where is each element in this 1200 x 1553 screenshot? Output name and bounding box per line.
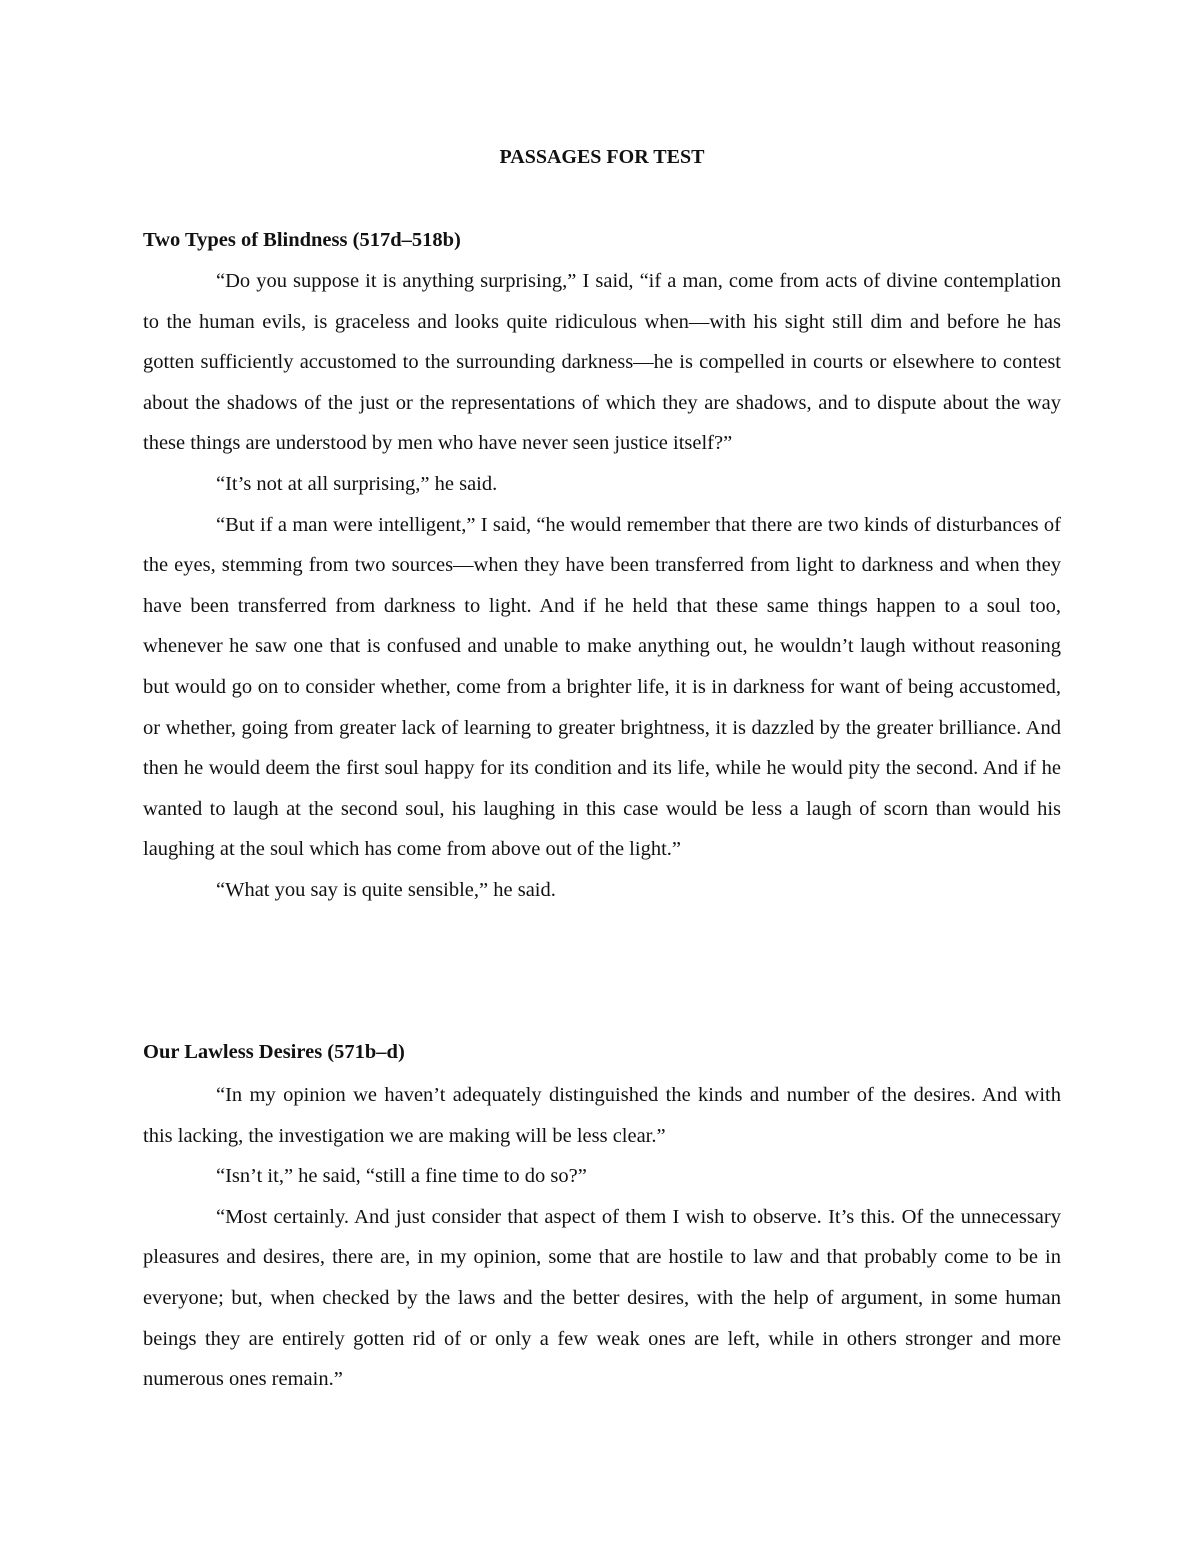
paragraph: “But if a man were intelligent,” I said, “he would remember that there are two kinds of disturbances of the eyes, stemming from two sources—when they have been transferred from light to darkness and when they have been transferred from darkness to light. And if he held that these same things happen to a soul too, whenever he saw one that is confused and unable to make anything out, he wouldn’t laugh without reasoning but would go on to consider whether, come from a brighter life, it is in darkness for want of being accustomed, or whether, going from greater lack of learning to greater brightness, it is dazzled by the greater brilliance. And then he would deem the first soul happy for its condition and its life, while he would pity the second. And if he wanted to laugh at the second soul, his laughing in this case would be less a laugh of scorn than would his laughing at the soul which has come from above out of the light.” xyxy=(143,513,1061,861)
paragraph: “What you say is quite sensible,” he said. xyxy=(216,878,556,901)
paragraph: “Do you suppose it is anything surprising,” I said, “if a man, come from acts of divine contemplation to the human evils, is graceless and looks quite ridiculous when—with his sight still dim and before he has gotten sufficiently accustomed to the surrounding darkness—he is compelled in courts or elsewhere to contest about the shadows of the just or the representations of which they are shadows, and to dispute about the way these things are understood by men who have never seen justice itself?” xyxy=(143,270,1061,455)
paragraph: “It’s not at all surprising,” he said. xyxy=(216,472,498,495)
section-heading: Our Lawless Desires (571b–d) xyxy=(143,1041,405,1063)
paragraph: “Isn’t it,” he said, “still a fine time to do so?” xyxy=(216,1165,587,1188)
section-our-lawless-desires xyxy=(143,1038,1061,1400)
paragraph: “In my opinion we haven’t adequately distinguished the kinds and number of the desires. And with this lacking, the investigation we are making will be less clear.” xyxy=(143,1084,1061,1147)
document-title: PASSAGES FOR TEST xyxy=(499,146,705,168)
section-two-types-of-blindness xyxy=(143,226,1061,911)
section-heading: Two Types of Blindness (517d–518b) xyxy=(143,229,461,251)
paragraph: “Most certainly. And just consider that aspect of them I wish to observe. It’s this. Of the unnecessary pleasures and desires, there are, in my opinion, some that are hostile to law and that probably come to be in everyone; but, when checked by the laws and the better desires, with the help of argument, in some human beings they are entirely gotten rid of or only a few weak ones are left, while in others stronger and more numerous ones remain.” xyxy=(143,1205,1061,1391)
